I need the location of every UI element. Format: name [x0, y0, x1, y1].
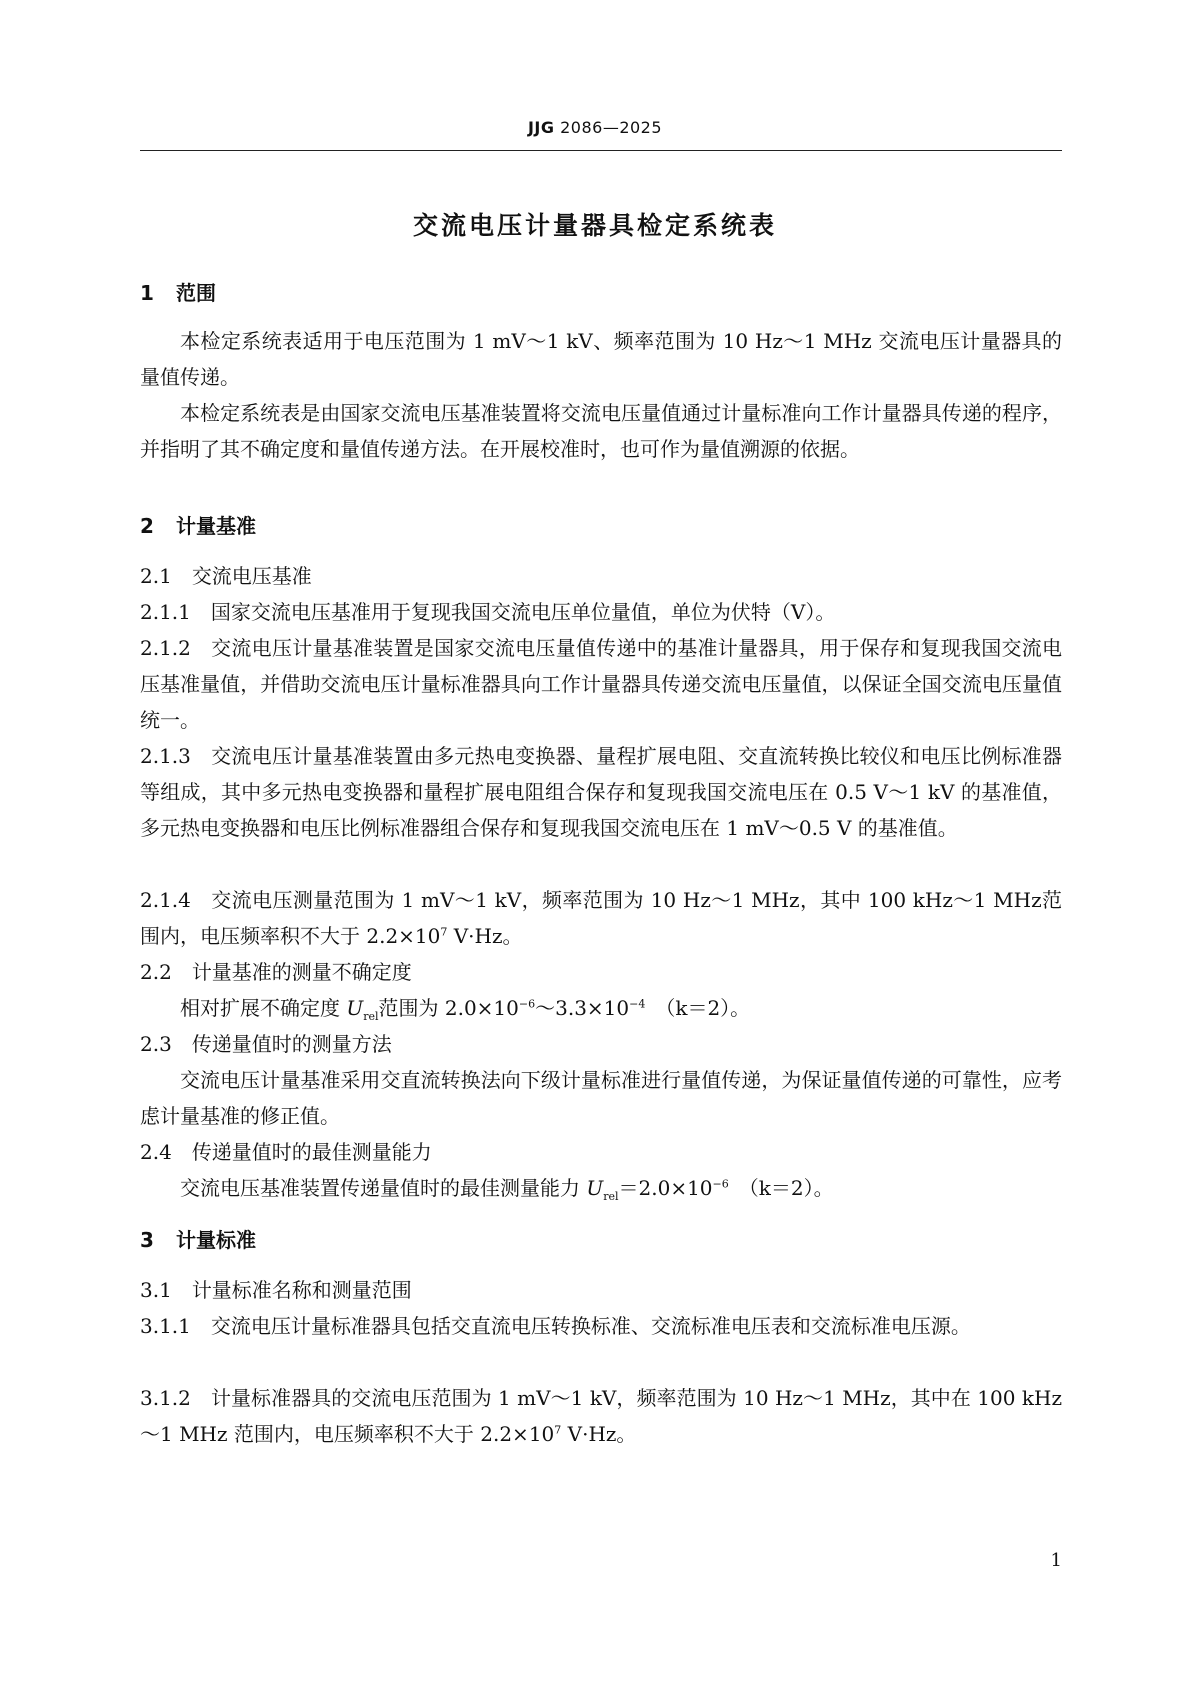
- text-run: ～3.3×10: [535, 996, 630, 1020]
- clause-2-4: [140, 1134, 1062, 1170]
- standard-code: [0, 118, 1190, 137]
- section-1-heading: [140, 275, 216, 311]
- text-run: ＝2.0×10: [618, 1176, 713, 1200]
- clause-2-1: [140, 558, 1062, 594]
- clause-3-1: [140, 1272, 1062, 1308]
- standard-number: 2086—2025: [560, 118, 663, 137]
- symbol-u: U: [586, 1176, 604, 1200]
- clause-text: 交流电压测量范围为 1 mV～1 kV，频率范围为 10 Hz～1 MHz，其中 100 kHz～1 MHz范围内，电压频率积不大于 2.2×10: [140, 888, 1062, 948]
- subscript-rel: rel: [363, 1010, 379, 1023]
- clause-2-2-paragraph: [140, 990, 1102, 1026]
- section-1-paragraph-2: 本检定系统表是由国家交流电压基准装置将交流电压量值通过计量标准向工作计量器具传递的程序，并指明了其不确定度和量值传递方法。在开展校准时，也可作为量值溯源的依据。: [140, 401, 1062, 461]
- clause-text: 计量标准器具的交流电压范围为 1 mV～1 kV，频率范围为 10 Hz～1 MHz，其中在 100 kHz～1 MHz 范围内，电压频率积不大于 2.2×10: [140, 1386, 1062, 1446]
- exponent: 7: [440, 925, 448, 939]
- coverage-factor: （k＝2）。: [738, 1176, 834, 1200]
- exponent: −4: [629, 997, 646, 1011]
- section-title: 范围: [176, 281, 216, 305]
- clause-text: 传递量值时的最佳测量能力: [191, 1140, 432, 1164]
- clause-number: 2.1.1: [140, 600, 191, 624]
- header-divider: [140, 150, 1062, 151]
- clause-2-3: [140, 1026, 1062, 1062]
- exponent: −6: [518, 997, 536, 1011]
- clause-number: 3.1.1: [140, 1314, 191, 1338]
- standard-prefix: JJG: [527, 118, 555, 137]
- section-title: 计量标准: [176, 1228, 256, 1252]
- clause-number: 2.1.3: [140, 744, 191, 768]
- symbol-u: U: [346, 996, 364, 1020]
- document-title: 交流电压计量器具检定系统表: [412, 211, 777, 240]
- section-2-heading: [140, 508, 256, 544]
- clause-2-3-paragraph: 交流电压计量基准采用交直流转换法向下级计量标准进行量值传递，为保证量值传递的可靠性，应考虑计量基准的修正值。: [140, 1068, 1062, 1128]
- clause-text-tail: V·Hz。: [447, 924, 523, 948]
- clause-2-1-2: [140, 630, 1062, 738]
- clause-text: 传递量值时的测量方法: [191, 1032, 392, 1056]
- exponent: −6: [712, 1177, 729, 1191]
- clause-3-1-1: [140, 1308, 1062, 1344]
- section-number: 3: [140, 1228, 154, 1252]
- clause-text-tail: V·Hz。: [561, 1422, 637, 1446]
- clause-number: 3.1: [140, 1278, 172, 1302]
- clause-number: 2.1: [140, 564, 172, 588]
- clause-2-1-1: [140, 594, 1062, 630]
- clause-3-1-2: [140, 1380, 1062, 1452]
- text-run: 范围为 2.0×10: [378, 996, 519, 1020]
- clause-number: 2.1.2: [140, 636, 191, 660]
- section-3-heading: [140, 1222, 256, 1258]
- subscript-rel: rel: [603, 1190, 619, 1203]
- section-number: 2: [140, 514, 154, 538]
- exponent: 7: [554, 1423, 562, 1437]
- clause-number: 2.2: [140, 960, 172, 984]
- clause-number: 2.3: [140, 1032, 172, 1056]
- clause-2-4-paragraph: [140, 1170, 1102, 1206]
- clause-2-1-4: [140, 882, 1062, 954]
- section-number: 1: [140, 281, 154, 305]
- clause-2-1-3: [140, 738, 1062, 846]
- clause-text: 计量标准名称和测量范围: [191, 1278, 412, 1302]
- page-number: 1: [1050, 1550, 1062, 1571]
- text-run: 相对扩展不确定度: [180, 996, 347, 1020]
- clause-number: 3.1.2: [140, 1386, 191, 1410]
- clause-text: 交流电压基准: [191, 564, 312, 588]
- clause-number: 2.1.4: [140, 888, 191, 912]
- clause-text: 交流电压计量基准装置由多元热电变换器、量程扩展电阻、交直流转换比较仪和电压比例标准器等组成，其中多元热电变换器和量程扩展电阻组合保存和复现我国交流电压在 0.5 V～1 kV 的基准值，多元热电变换器和电压比例标准器组合保存和复现我国交流电压在 1 mV～0.5 V 的基准值。: [140, 744, 1062, 840]
- clause-2-2: [140, 954, 1062, 990]
- clause-text: 交流电压计量标准器具包括交直流电压转换标准、交流标准电压表和交流标准电压源。: [210, 1314, 971, 1338]
- clause-text: 交流电压计量基准装置是国家交流电压量值传递中的基准计量器具，用于保存和复现我国交流电压基准量值，并借助交流电压计量标准器具向工作计量器具传递交流电压量值，以保证全国交流电压量值统一。: [140, 636, 1062, 732]
- text-run: 交流电压基准装置传递量值时的最佳测量能力: [180, 1176, 587, 1200]
- clause-text: 计量基准的测量不确定度: [191, 960, 412, 984]
- coverage-factor: （k＝2）。: [655, 996, 751, 1020]
- clause-number: 2.4: [140, 1140, 172, 1164]
- section-title: 计量基准: [176, 514, 256, 538]
- section-1-paragraph-1: 本检定系统表适用于电压范围为 1 mV～1 kV、频率范围为 10 Hz～1 MHz 交流电压计量器具的量值传递。: [140, 329, 1062, 389]
- clause-text: 国家交流电压基准用于复现我国交流电压单位量值，单位为伏特（V）。: [210, 600, 836, 624]
